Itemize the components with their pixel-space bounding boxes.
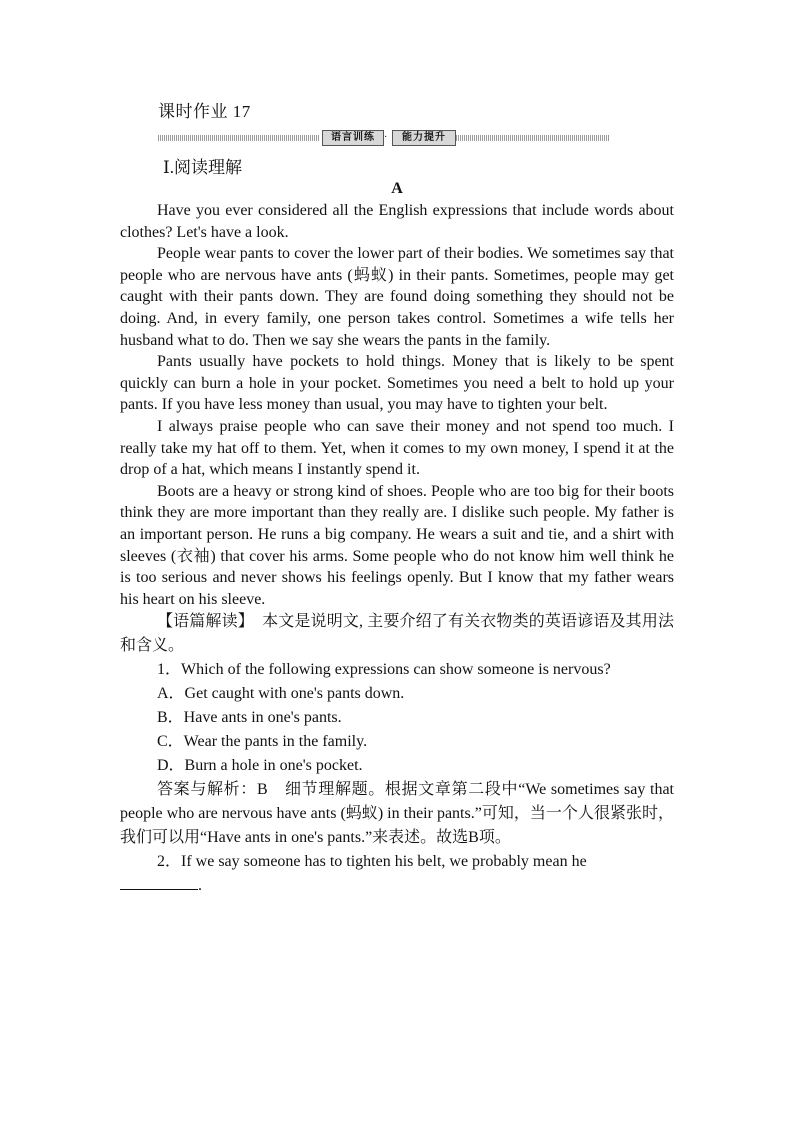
passage-heading: A — [391, 180, 403, 197]
answer-option: C．Wear the pants in the family. — [157, 733, 368, 751]
blank-period: . — [198, 877, 202, 895]
passage-paragraph: Pants usually have pockets to hold things. Money that is likely to be spent quickly can burn a hole in your pocket. Sometimes you need a belt to hold up your pants. If you have less money than usual, you may have to tighten your belt. — [120, 353, 674, 414]
question-stem: 1．Which of the following expressions can show someone is nervous? — [157, 661, 611, 679]
banner-label-left: 语言训练 — [322, 130, 384, 146]
page-title: 课时作业 17 — [158, 102, 251, 121]
answer-option: D．Burn a hole in one's pocket. — [157, 757, 363, 775]
answer-option: A．Get caught with one's pants down. — [157, 685, 405, 703]
passage-paragraph: Boots are a heavy or strong kind of shoes. People who are too big for their boots think they are more important than they really are. I dislike such people. My father is an important person. He runs a big company. He wears a suit and tie, and a shirt with sleeves (衣袖) that cover his arms. Some people who do not know him well think he is too serious and never shows his feelings openly. But I know that my father wears his heart on his sleeve. — [120, 482, 674, 608]
section-title: Ⅰ.阅读理解 — [163, 158, 242, 177]
passage-summary: 【语篇解读】 本文是说明文, 主要介绍了有关衣物类的英语谚语及其用法和含义。 — [120, 613, 674, 655]
banner-rule-left — [158, 135, 320, 141]
banner-separator: · — [384, 132, 388, 143]
blank-underline — [120, 875, 198, 890]
question-stem: 2．If we say someone has to tighten his belt, we probably mean he — [157, 853, 587, 871]
banner-label-right: 能力提升 — [392, 130, 456, 146]
reading-content — [120, 178, 674, 898]
answer-blank-line — [120, 874, 674, 898]
passage-paragraph: Have you ever considered all the English expressions that include words about clothes? Let's have a look. — [120, 202, 674, 241]
answer-option: B．Have ants in one's pants. — [157, 709, 342, 727]
section-banner — [158, 130, 610, 146]
passage-paragraph: People wear pants to cover the lower part of their bodies. We sometimes say that people who are nervous have ants (蚂蚁) in their pants. Sometimes, people may get caught with their pants down. They are found doing something they should not be doing. And, in every family, one person takes control. Sometimes a wife tells her husband what to do. Then we say she wears the pants in the family. — [120, 245, 674, 349]
passage-paragraph: I always praise people who can save their money and not spend too much. I really take my hat off to them. Yet, when it comes to my own money, I spend it at the drop of a hat, which means I instantly spend it. — [120, 417, 674, 479]
answer-explanation: 答案与解析：B 细节理解题。根据文章第二段中“We sometimes say that people who are nervous have ants (蚂蚁) in their pants.”可知，当一个人很紧张时，我们可以用“Have ants in one's pants.”来表述。故选B项。 — [120, 781, 674, 847]
banner-rule-right — [456, 135, 610, 141]
